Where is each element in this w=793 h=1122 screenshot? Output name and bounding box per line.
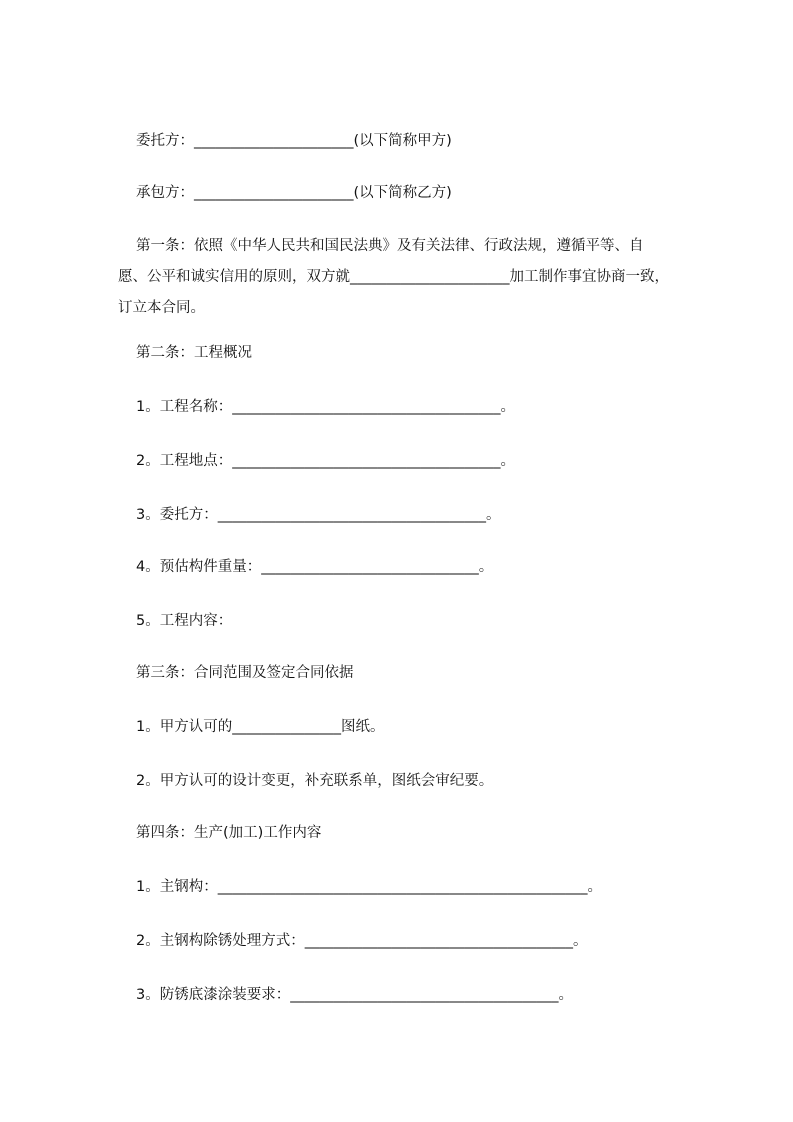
article-3-title: 第三条：合同范围及签定合同依据 (136, 665, 354, 681)
item-end: 。 (500, 399, 515, 415)
article-4-item-2 (136, 931, 587, 951)
article-3-item-2: 2。甲方认可的设计变更，补充联系单，图纸会审纪要。 (136, 773, 494, 789)
party-b-suffix: (以下简称乙方) (353, 185, 452, 201)
article-2-item-2 (136, 451, 515, 471)
item-blank: ______________________________ (261, 559, 479, 575)
item-blank: _____________________________________ (304, 933, 573, 949)
item-blank: _____________________________________ (232, 453, 501, 469)
item-end: 。 (485, 507, 501, 523)
item-label: 2。工程地点： (136, 453, 233, 469)
item-label: 5。工程内容： (136, 613, 233, 629)
article-4-title: 第四条：生产(加工)工作内容 (136, 825, 322, 841)
item-blank: _____________________________________ (217, 507, 486, 523)
party-a-line (136, 131, 452, 151)
item-label: 3。防锈底漆涂装要求： (136, 987, 291, 1003)
item-blank: _____________________________________ (290, 987, 559, 1003)
article-1-line3: 订立本合同。 (118, 300, 205, 316)
party-b-blank: ______________________ (194, 185, 354, 201)
article-1-line2-pre: 愿、公平和诚实信用的原则，双方就 (118, 269, 350, 285)
article-1-line2-blank: ______________________ (350, 269, 510, 285)
party-b-label: 承包方： (136, 185, 194, 201)
item-label: 1。甲方认可的 (136, 719, 233, 735)
item-label: 4。预估构件重量： (136, 559, 262, 575)
item-end: 。 (587, 879, 602, 895)
item-blank: ___________________________________________________ (217, 879, 588, 895)
item-label: 1。主钢构： (136, 879, 218, 895)
item-blank: _______________ (232, 719, 341, 735)
article-2-item-1 (136, 397, 515, 417)
item-blank: _____________________________________ (232, 399, 501, 415)
article-1-line1: 第一条：依照《中华人民共和国民法典》及有关法律、行政法规，遵循平等、自 (136, 238, 644, 254)
item-end: 图纸。 (340, 719, 385, 735)
item-end: 。 (478, 559, 494, 575)
article-4-item-3 (136, 985, 573, 1005)
item-end: 。 (572, 933, 588, 949)
article-2-item-5 (136, 611, 232, 631)
party-a-suffix: (以下简称甲方) (353, 133, 452, 149)
party-a-label: 委托方： (136, 133, 194, 149)
article-1 (118, 231, 692, 324)
party-b-line (136, 183, 452, 203)
article-2-item-4 (136, 557, 493, 577)
party-a-blank: ______________________ (194, 133, 354, 149)
item-label: 1。工程名称： (136, 399, 233, 415)
item-label: 3。委托方： (136, 507, 218, 523)
article-2-item-3 (136, 505, 500, 525)
article-3-item-1 (136, 717, 384, 737)
item-label: 2。主钢构除锈处理方式： (136, 933, 305, 949)
item-end: 。 (558, 987, 573, 1003)
article-2-title: 第二条：工程概况 (136, 345, 252, 361)
article-1-line2-post: 加工制作事宜协商一致， (509, 269, 669, 285)
item-end: 。 (500, 453, 515, 469)
article-4-item-1 (136, 877, 602, 897)
